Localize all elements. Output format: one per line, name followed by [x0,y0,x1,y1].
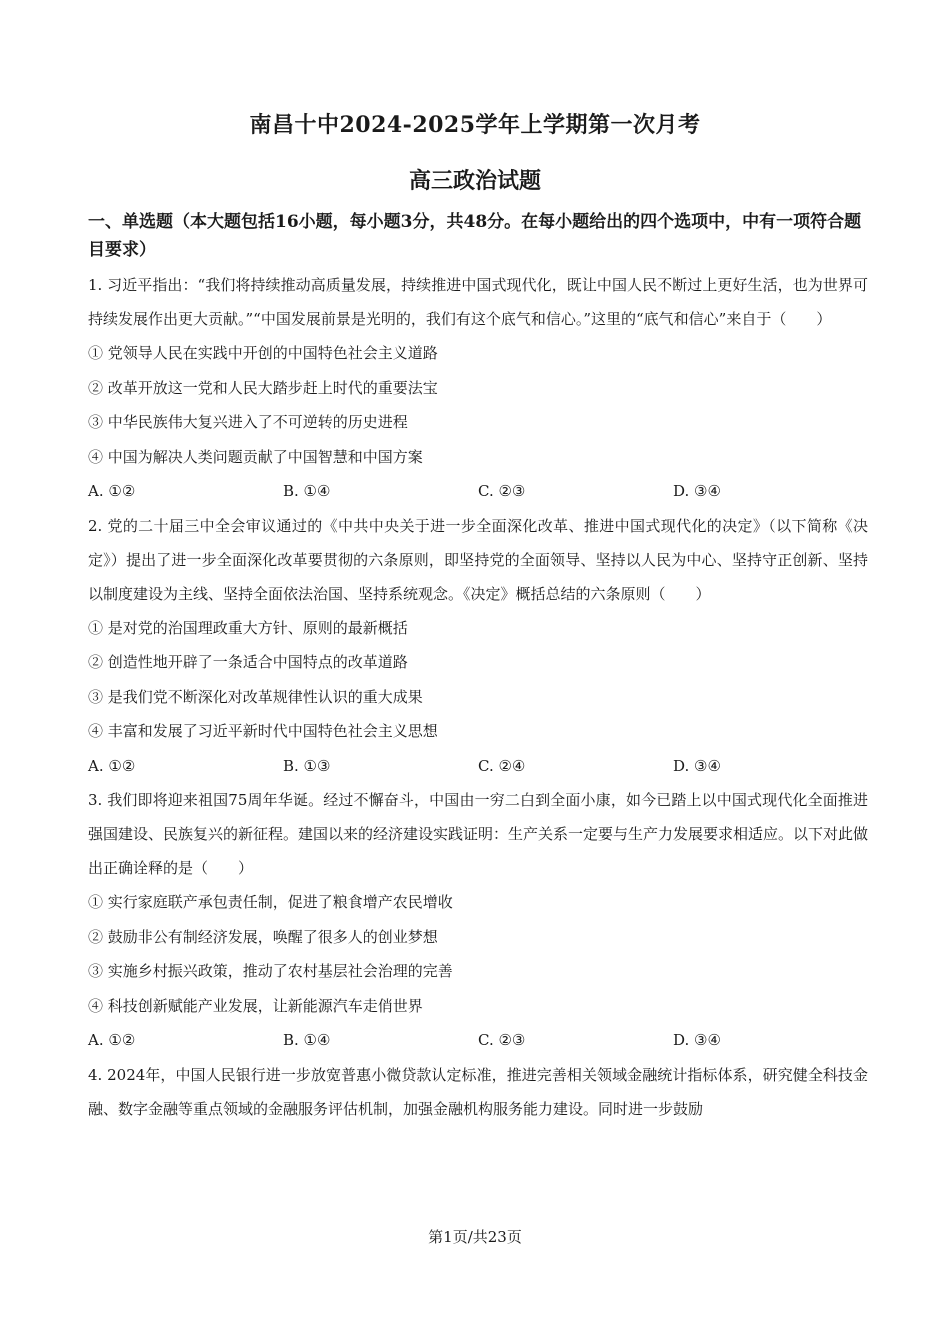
option-a: A. ①② [88,1031,136,1049]
statement-item: ① 是对党的治国理政重大方针、原则的最新概括 [88,618,408,637]
question-stem: 1. 习近平指出：“我们将持续推动高质量发展，持续推进中国式现代化，既让中国人民不断过上更好生活，也为世界可持续发展作出更大贡献。”“中国发展前景是光明的，我们有这个底气和信心。”这里的“底气和信心”来自于（ ） [88,276,868,328]
option-c: C. ②③ [478,482,526,500]
option-b: B. ①③ [283,756,331,775]
question-1 [88,268,868,509]
statement-item: ④ 科技创新赋能产业发展，让新能源汽车走俏世界 [88,996,423,1015]
option-c: C. ②④ [478,756,526,775]
section-heading: 一、单选题（本大题包括16小题，每小题3分，共48分。在每小题给出的四个选项中，中有一项符合题目要求） [88,212,862,260]
option-d: D. ③④ [673,1031,721,1049]
statement-item: ③ 是我们党不断深化对改革规律性认识的重大成果 [88,687,423,706]
question-stem: 2. 党的二十届三中全会审议通过的《中共中央关于进一步全面深化改革、推进中国式现代化的决定》（以下简称《决定》）提出了进一步全面深化改革要贯彻的六条原则，即坚持党的全面领导、坚持以人民为中心、坚持守正创新、坚持以制度建设为主线、坚持全面依法治国、坚持系统观念。《决定》概括总结的六条原则（ ） [88,516,868,603]
question-stem: 3. 我们即将迎来祖国75周年华诞。经过不懈奋斗，中国由一穷二白到全面小康，如今已踏上以中国式现代化全面推进强国建设、民族复兴的新征程。建国以来的经济建设实践证明：生产关系一定要与生产力发展要求相适应。以下对此做出正确诠释的是（ ） [88,791,869,877]
answer-options [88,749,868,784]
statement-item: ① 实行家庭联产承包责任制，促进了粮食增产农民增收 [88,893,453,911]
statement-item: ① 党领导人民在实践中开创的中国特色社会主义道路 [88,344,438,362]
answer-options [88,474,868,509]
statement-item: ② 创造性地开辟了一条适合中国特点的改革道路 [88,653,408,671]
statement-item: ② 鼓励非公有制经济发展，唤醒了很多人的创业梦想 [88,927,438,946]
option-a: A. ①② [88,482,136,500]
statement-item: ③ 实施乡村振兴政策，推动了农村基层社会治理的完善 [88,962,453,980]
option-d: D. ③④ [673,482,721,500]
question-stem: 4. 2024年，中国人民银行进一步放宽普惠小微贷款认定标准，推进完善相关领域金融统计指标体系，研究健全科技金融、数字金融等重点领域的金融服务评估机制，加强金融机构服务能力建设。同时进一步鼓励 [88,1065,868,1118]
option-a: A. ①② [88,756,136,775]
question-4 [88,1058,868,1126]
option-c: C. ②③ [478,1031,526,1049]
exam-title: 南昌十中2024-2025学年上学期第一次月考 [249,112,701,138]
page-footer: 第1页/共23页 [428,1228,522,1246]
statement-item: ④ 中国为解决人类问题贡献了中国智慧和中国方案 [88,447,423,466]
exam-subtitle: 高三政治试题 [408,168,541,194]
exam-content [88,208,868,1126]
option-d: D. ③④ [673,756,721,775]
statement-item: ③ 中华民族伟大复兴进入了不可逆转的历史进程 [88,413,408,431]
option-b: B. ①④ [283,1031,331,1049]
statement-item: ④ 丰富和发展了习近平新时代中国特色社会主义思想 [88,722,438,740]
question-2 [88,509,868,784]
statement-item: ② 改革开放这一党和人民大踏步赶上时代的重要法宝 [88,378,438,397]
question-3 [88,783,868,1058]
option-b: B. ①④ [283,482,331,500]
answer-options [88,1023,868,1058]
